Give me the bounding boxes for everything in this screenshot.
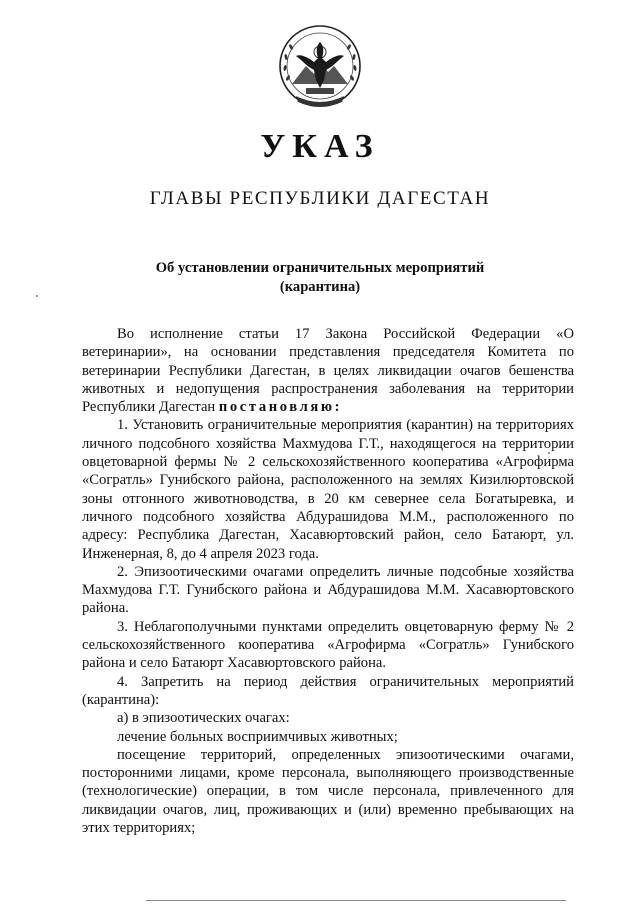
decree-heading xyxy=(0,259,640,297)
paragraph-4a-item-1: лечение больных восприимчивых животных; xyxy=(117,728,398,745)
scan-edge-line xyxy=(146,900,566,901)
paragraph-4a: а) в эпизоотических очагах: xyxy=(117,710,290,727)
document-title: УКАЗ xyxy=(260,128,380,165)
preamble-text: Во исполнение статьи 17 Закона Российской Федерации «О ветеринарии», на основании представления председателя Комитета по ветеринарии Республики Дагестан, в целях ликвидации очагов бешенства животных и недопущения распространения заболевания на территории Республики Дагестан xyxy=(82,326,574,416)
scan-speck xyxy=(36,295,38,297)
coat-of-arms-emblem xyxy=(276,22,364,114)
decree-heading-line-1: Об установлении ограничительных мероприятий xyxy=(155,260,485,276)
paragraph-4: 4. Запретить на период действия ограничительных мероприятий (карантина): xyxy=(82,673,574,708)
scan-speck xyxy=(548,452,550,454)
decree-heading-line-2: (карантина) xyxy=(279,279,361,295)
paragraph-4a-item-2: посещение территорий, определенных эпизоотическими очагами, посторонними лицами, кроме персонала, выполняющего производственные (технологические) операции, в том числе персонала, привлеченного для ликвидации очагов, лиц, проживающих и (или) временно пребывающих на этих территориях; xyxy=(82,746,574,837)
decree-word: постановляю: xyxy=(218,399,343,416)
paragraph-3: 3. Неблагополучными пунктами определить овцетоварную ферму № 2 сельскохозяйственного кооператива «Агрофирма «Согратль» Гунибского района и село Батаюрт Хасавюртовского района. xyxy=(82,618,574,672)
decree-body xyxy=(82,325,574,837)
paragraph-2: 2. Эпизоотическими очагами определить личные подсобные хозяйства Махмудова Г.Т. Гунибского района и Абдурашидова М.М. Хасавюртовского района. xyxy=(82,563,574,617)
preamble-paragraph xyxy=(82,325,574,416)
document-subtitle: ГЛАВЫ РЕСПУБЛИКИ ДАГЕСТАН xyxy=(149,188,491,209)
paragraph-1: 1. Установить ограничительные мероприятия (карантин) на территориях личного подсобного хозяйства Махмудова Г.Т., находящегося на территории овцетоварной фермы № 2 сельскохозяйственного кооператива «Агрофирма «Согратль» Гунибского района, расположенного на землях Кизилюртовской зоны отгонного животноводства, в 20 км севернее села Богатыревка, и личного подсобного хозяйства Абдурашидова М.М., расположенного по адресу: Республика Дагестан, Хасавюртовский район, село Батаюрт, ул. Инженерная, 8, до 4 апреля 2023 года. xyxy=(82,417,574,562)
